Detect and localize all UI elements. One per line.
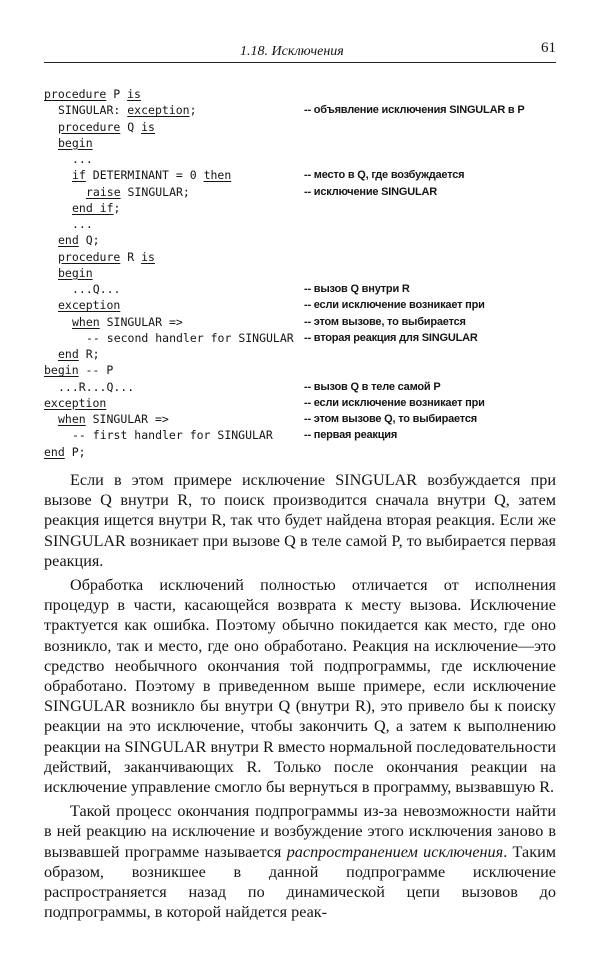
code-line bbox=[44, 151, 564, 167]
code-fragment: -- first handler for SINGULAR bbox=[72, 428, 273, 443]
keyword: end bbox=[44, 444, 65, 459]
code-comment: -- первая реакция bbox=[304, 429, 398, 442]
code-fragment: -- second handler for SINGULAR bbox=[86, 330, 294, 345]
code-line bbox=[44, 346, 564, 362]
code-fragment: ; bbox=[113, 200, 121, 215]
code-fragment: ... bbox=[72, 152, 93, 166]
code-listing bbox=[44, 86, 564, 460]
code-line bbox=[44, 119, 564, 135]
code-text bbox=[72, 314, 183, 330]
code-text bbox=[72, 281, 120, 297]
code-text bbox=[72, 167, 231, 183]
paragraph-3 bbox=[44, 801, 556, 922]
code-fragment: DETERMINANT = 0 bbox=[85, 168, 204, 183]
paragraph-1: Если в этом примере исключение SINGULAR возбуждается при вызове Q внутри R, то поиск производится сначала внутри Q, затем реакция ищется внутри R, так что будет найдена вторая реакция. Если же SINGULAR возникает при вызове Q в теле самой P, то выбирается первая реакция. bbox=[44, 471, 556, 570]
code-text bbox=[58, 102, 197, 118]
code-fragment: ... bbox=[72, 217, 93, 231]
code-text bbox=[72, 216, 93, 232]
keyword: end bbox=[58, 233, 79, 248]
keyword: procedure bbox=[58, 119, 121, 134]
keyword: is bbox=[127, 87, 141, 101]
page-number: 61 bbox=[541, 40, 556, 56]
code-text bbox=[44, 444, 86, 460]
code-fragment: SINGULAR: bbox=[58, 103, 128, 118]
keyword: when bbox=[72, 314, 100, 329]
code-fragment: SINGULAR => bbox=[99, 314, 183, 329]
code-comment: -- вызов Q в теле самой P bbox=[304, 380, 441, 393]
keyword: exception bbox=[44, 395, 107, 410]
running-title: 1.18. Исключения bbox=[240, 44, 344, 59]
code-fragment: Q bbox=[120, 119, 142, 134]
code-comment: -- этом вызове Q, то выбирается bbox=[304, 413, 477, 425]
code-line bbox=[44, 362, 564, 378]
page-header bbox=[44, 40, 556, 62]
keyword: when bbox=[58, 412, 86, 426]
code-text bbox=[58, 346, 100, 362]
code-fragment: Q; bbox=[78, 233, 100, 248]
keyword: end bbox=[58, 347, 79, 361]
keyword: is bbox=[141, 249, 155, 264]
code-text bbox=[44, 395, 106, 411]
code-line bbox=[44, 395, 564, 411]
code-text bbox=[72, 200, 120, 216]
code-comment: -- если исключение возникает при bbox=[304, 299, 485, 312]
code-line bbox=[44, 135, 564, 151]
paragraph-3-start: Такой процесс окончания подпрограммы из-за невозможности найти в ней реакцию на исключение и возбуждение этого исключения заново в вызвавшей программе называется bbox=[44, 802, 556, 861]
keyword: begin bbox=[44, 363, 79, 378]
code-text bbox=[72, 427, 273, 443]
code-line bbox=[44, 281, 564, 297]
header-rule bbox=[44, 62, 556, 63]
code-text bbox=[58, 232, 100, 248]
code-line bbox=[44, 200, 564, 216]
code-text bbox=[44, 86, 141, 102]
code-comment: -- если исключение возникает при bbox=[304, 396, 485, 409]
code-line bbox=[44, 249, 564, 265]
code-text bbox=[58, 119, 155, 135]
code-line bbox=[44, 314, 564, 330]
keyword: end if bbox=[72, 200, 114, 215]
code-line bbox=[44, 379, 564, 395]
code-text bbox=[58, 297, 120, 313]
code-line bbox=[44, 232, 564, 248]
code-text bbox=[44, 362, 113, 378]
keyword: is bbox=[141, 119, 155, 134]
code-comment: -- место в Q, где возбуждается bbox=[304, 169, 465, 182]
keyword: procedure bbox=[58, 249, 121, 264]
code-text bbox=[58, 411, 169, 427]
code-line bbox=[44, 411, 564, 427]
code-comment: -- вторая реакция для SINGULAR bbox=[304, 331, 478, 344]
code-fragment: -- P bbox=[78, 363, 114, 378]
code-line bbox=[44, 297, 564, 313]
code-text bbox=[58, 379, 134, 395]
code-fragment: ...R...Q... bbox=[58, 379, 135, 394]
code-line bbox=[44, 167, 564, 183]
body-text bbox=[44, 470, 556, 922]
code-fragment: SINGULAR; bbox=[120, 184, 190, 199]
code-fragment: ; bbox=[189, 103, 197, 118]
code-fragment: P bbox=[106, 87, 128, 101]
keyword: exception bbox=[58, 298, 121, 313]
keyword: exception bbox=[127, 103, 190, 118]
code-line bbox=[44, 102, 564, 118]
code-line bbox=[44, 184, 564, 200]
code-text bbox=[58, 265, 93, 281]
code-comment: -- вызов Q внутри R bbox=[304, 283, 410, 295]
term-exception-propagation: распространением исключения bbox=[286, 842, 504, 861]
code-text bbox=[86, 330, 294, 346]
code-line bbox=[44, 330, 564, 346]
keyword: procedure bbox=[44, 87, 107, 101]
code-line bbox=[44, 216, 564, 232]
keyword: if bbox=[72, 168, 86, 183]
code-fragment: R bbox=[120, 249, 142, 264]
code-text bbox=[58, 249, 155, 265]
keyword: begin bbox=[58, 135, 93, 150]
keyword: then bbox=[203, 168, 232, 183]
code-text bbox=[58, 135, 93, 151]
code-comment: -- исключение SINGULAR bbox=[304, 185, 437, 198]
code-fragment: R; bbox=[78, 347, 100, 361]
code-line bbox=[44, 86, 564, 102]
code-fragment: SINGULAR => bbox=[85, 412, 169, 426]
code-comment: -- этом вызове, то выбирается bbox=[304, 315, 466, 328]
paragraph-2: Обработка исключений полностью отличается от исполнения процедур в части, касающейся возврата к месту вызова. Исключение трактуется как ошибка. Поэтому обычно покидается как место, где оно возникло, так и место, где оно обработано. Реакция на исключение—это средство необычного окончания той подпрограммы, где исключение обработано. Поэтому в приведенном выше примере, если исключение SINGULAR возникло бы внутри Q (внутри R), это привело бы к поиску реакции на это исключение, чтобы закончить Q, а затем к выполнению реакции на SINGULAR внутри R вместо нормальной последовательности действий, заканчивающих R. Только после окончания реакции на исключение управление смогло бы вернуться в программу, вызвавшую R. bbox=[44, 576, 556, 797]
code-fragment: ...Q... bbox=[72, 282, 121, 296]
code-text bbox=[86, 184, 190, 200]
code-line bbox=[44, 265, 564, 281]
code-line bbox=[44, 444, 564, 460]
code-line bbox=[44, 427, 564, 443]
keyword: raise bbox=[86, 184, 121, 199]
code-comment: -- объявление исключения SINGULAR в P bbox=[304, 104, 525, 117]
paragraph-3-end: . Таким образом, возникшее в данной подпрограмме исключение распространяется назад по динамической цепи вызовов до подпрограммы, в которой найдется реак- bbox=[44, 842, 556, 922]
keyword: begin bbox=[58, 265, 93, 280]
code-fragment: P; bbox=[64, 444, 86, 459]
code-text bbox=[72, 151, 93, 167]
